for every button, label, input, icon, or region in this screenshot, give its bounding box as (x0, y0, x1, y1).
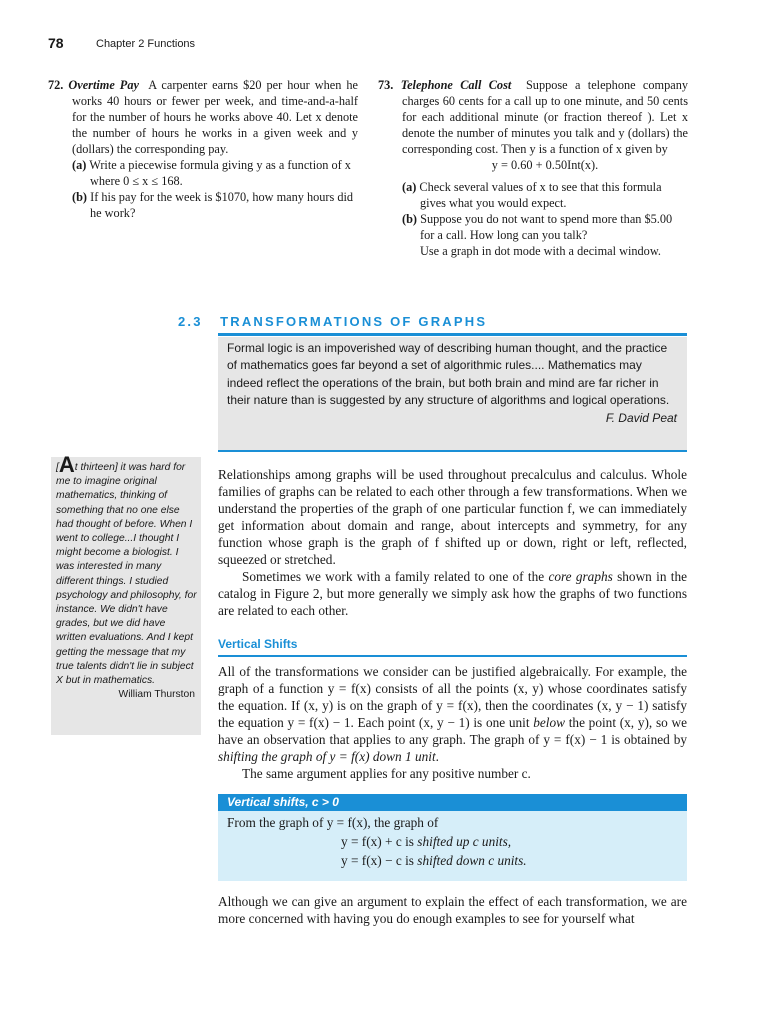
summary-box (218, 811, 687, 881)
exercise-formula: y = 0.60 + 0.50Int(x). (491, 158, 599, 172)
exercise-part (72, 189, 358, 221)
text-run: . (435, 749, 439, 764)
exercise-part (402, 211, 688, 243)
text-run: Sometimes we work with a family related to one of the (242, 569, 549, 584)
sidebar-open-bracket: [ (56, 462, 59, 473)
subsection-rule (218, 655, 687, 657)
closing-paragraph: Although we can give an argument to explain the effect of each transformation, we are more concerned with having you do enough examples to see for yourself what (218, 894, 687, 926)
exercise-72 (48, 77, 358, 221)
part-text: Suppose you do not want to spend more than $5.00 for a call. How long can you talk? (420, 212, 673, 242)
exercise-title: Telephone Call Cost (400, 78, 512, 92)
quote-author: F. David Peat (605, 410, 677, 425)
emphasis: shifted down c units. (417, 853, 527, 868)
exercise-text: A carpenter earns $20 per hour when he works 40 hours or fewer per week, and time-and-a-half for the number of hours he works above 40. Let x denote the number of hours he works in a given week and y (dollars) the corresponding pay. (72, 78, 358, 156)
epigraph-quote (218, 337, 687, 452)
paragraph (218, 663, 687, 765)
text-run: All of the transformations we consider can be justified algebraically. For example, the graph of a function y = f(x) consists of all the points (x, y) whose coordinates satisfy the equation. If (x, y) is on the graph of y = f(x), then the coordinates (x, y − 1) satisfy the equation y = f(x) − 1. Each point (x, y − 1) is one unit (218, 664, 687, 730)
exercise-hint: Use a graph in dot mode with a decimal window. (420, 244, 661, 258)
quote-text: Formal logic is an impoverished way of describing human thought, and the practice of mathematics goes far beyond a set of algorithmic rules.... Mathematics may indeed reflect the operations of the brain, but both brain and mind are far richer in their nature than is suggested by any structure of algorithms and logical operations. (227, 341, 670, 408)
paragraph: Relationships among graphs will be used throughout precalculus and calculus. Whole families of graphs can be related to each other through a few transformations. When we understand the properties of the graph of one particular function f, we can immediately get information about domain and range, about intercepts and symmetry, for any function whose graph is the graph of f shifted up or down, right or left, reflected, squeezed or stretched. (218, 467, 687, 567)
sidebar-text: t thirteen] it was hard for me to imagine original mathematics, thinking of something that no one else had thought of before. When I went to college...I thought I might become a biologist. I was interested in many different things. I studied psychology and philosophy, for instance. We didn't have grades, but we did have written evaluations. And I kept getting the message that my true talents didn't lie in subject X but in mathematics. (56, 462, 197, 687)
summary-box-heading: Vertical shifts, c > 0 (218, 794, 687, 811)
summary-line-up (341, 832, 687, 851)
paragraph: The same argument applies for any positive number c. (242, 766, 531, 781)
math: y = f(x) + c is (341, 834, 418, 849)
part-label: (b) (72, 190, 88, 204)
emphasis: shifting the graph of y = f(x) down 1 unit (218, 749, 436, 764)
part-label: (a) (402, 180, 417, 194)
exercise-number: 72. (48, 78, 64, 92)
summary-line-down (341, 851, 687, 870)
part-label: (b) (402, 212, 418, 226)
math: y = f(x) − c is (341, 853, 418, 868)
intro-paragraph (218, 466, 687, 619)
part-text: Write a piecewise formula giving y as a function of x where 0 ≤ x ≤ 168. (89, 158, 351, 188)
text-run: shown in the catalog in Figure 2, but more generally we simply ask how the graphs of two functions are related to each other. (218, 569, 687, 618)
part-text: If his pay for the week is $1070, how many hours did he work? (90, 190, 354, 220)
exercise-title: Overtime Pay (68, 78, 139, 92)
emphasis: shifted up c units, (417, 834, 512, 849)
paragraph (218, 568, 687, 619)
exercise-number: 73. (378, 78, 394, 92)
vertical-shifts-text (218, 663, 687, 782)
running-head: Chapter 2 Functions (96, 38, 196, 50)
sidebar-drop-cap: A (58, 452, 75, 477)
emphasis: below (533, 715, 566, 730)
exercise-part (402, 179, 688, 211)
section-rule (218, 333, 687, 336)
page-number: 78 (48, 35, 64, 51)
part-text: Check several values of x to see that this formula gives what you would expect. (419, 180, 662, 210)
summary-intro: From the graph of y = f(x), the graph of (227, 815, 439, 830)
section-title: TRANSFORMATIONS OF GRAPHS (220, 314, 488, 329)
exercise-text: Suppose a telephone company charges 60 cents for a call up to one minute, and 50 cents for each additional minute (or fraction thereof ). Let x denote the number of minutes you talk and y (dollars) the corresponding cost. Then y is a function of x given by (402, 78, 688, 156)
exercise-73 (378, 77, 688, 259)
part-label: (a) (72, 158, 87, 172)
section-number: 2.3 (178, 314, 203, 329)
text-run: the point (x, y), so we have an observation that applies to any graph. The graph of y = f(x) − 1 is obtained by (218, 715, 687, 747)
emphasis: core graphs (548, 569, 613, 584)
sidebar-author: William Thurston (118, 689, 195, 701)
exercise-part (72, 157, 358, 189)
section-heading (178, 314, 487, 329)
sidebar-quote (51, 452, 201, 735)
subsection-heading: Vertical Shifts (218, 637, 298, 651)
